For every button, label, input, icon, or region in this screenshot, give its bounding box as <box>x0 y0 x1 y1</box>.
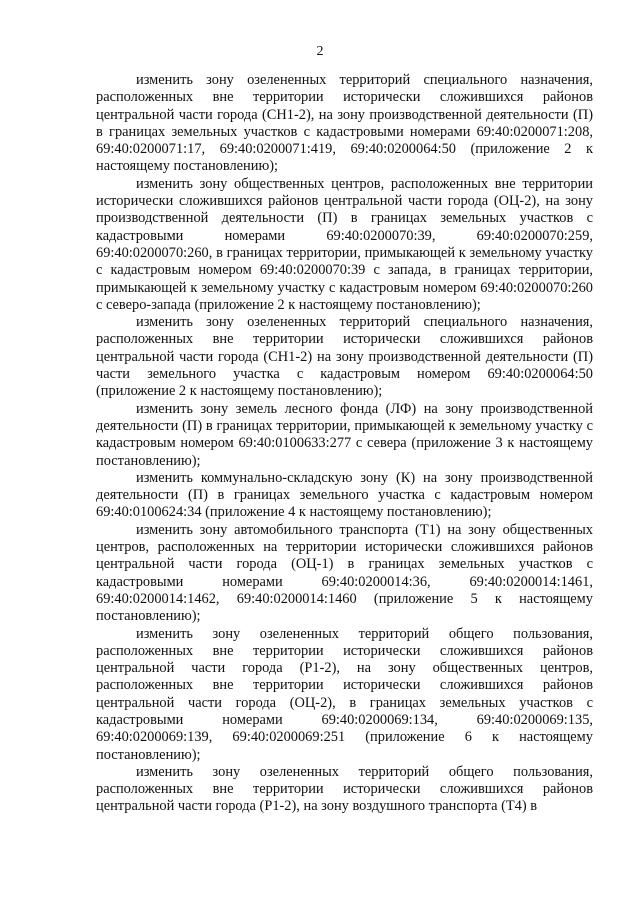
paragraph-7: изменить зону озелененных территорий общего пользования, расположенных вне территории исторически сложившихся районов центральной части города (Р1-2), на зону общественных центров, расположенных вне территории исторически сложившихся районов центральной части города (ОЦ-2), в границах земельных участков с кадастровыми номерами 69:40:0200069:134, 69:40:0200069:135, 69:40:0200069:139, 69:40:0200069:251 (приложение 6 к настоящему постановлению); <box>96 625 593 763</box>
page-number: 2 <box>316 44 324 59</box>
paragraph-2: изменить зону общественных центров, расположенных вне территории исторически сложившихся районов центральной части города (ОЦ-2), на зону производственной деятельности (П) в границах земельных участков с кадастровыми номерами 69:40:0200070:39, 69:40:0200070:259, 69:40:0200070:260, в границах территории, примыкающей к земельному участку с кадастровым номером 69:40:0200070:39 с запада, в границах территории, примыкающей к земельному участку с кадастровым номером 69:40:0200070:260 с северо-запада (приложение 2 к настоящему постановлению); <box>96 175 593 313</box>
paragraph-5: изменить коммунально-складскую зону (К) на зону производственной деятельности (П) в границах земельного участка с кадастровым номером 69:40:0100624:34 (приложение 4 к настоящему постановлению); <box>96 469 593 521</box>
paragraph-8: изменить зону озелененных территорий общего пользования, расположенных вне территории исторически сложившихся районов центральной части города (Р1-2), на зону воздушного транспорта (Т4) в <box>96 763 593 815</box>
paragraph-1: изменить зону озелененных территорий специального назначения, расположенных вне территории исторически сложившихся районов центральной части города (СН1-2), на зону производственной деятельности (П) в границах земельных участков с кадастровыми номерами 69:40:0200071:208, 69:40:0200071:17, 69:40:0200071:419, 69:40:0200064:50 (приложение 2 к настоящему постановлению); <box>96 72 593 175</box>
paragraph-3: изменить зону озелененных территорий специального назначения, расположенных вне территории исторически сложившихся районов центральной части города (СН1-2) на зону производственной деятельности (П) части земельного участка с кадастровым номером 69:40:0200064:50 (приложение 2 к настоящему постановлению); <box>96 314 593 400</box>
document-body <box>96 72 593 816</box>
paragraph-6: изменить зону автомобильного транспорта (Т1) на зону общественных центров, расположенных на территории исторически сложившихся районов центральной части города (ОЦ-1) в границах земельных участков с кадастровыми номерами 69:40:0200014:36, 69:40:0200014:1461, 69:40:0200014:1462, 69:40:0200014:1460 (приложение 5 к настоящему постановлению); <box>96 521 593 625</box>
paragraph-4: изменить зону земель лесного фонда (ЛФ) на зону производственной деятельности (П) в границах территории, примыкающей к земельному участку с кадастровым номером 69:40:0100633:277 с севера (приложение 3 к настоящему постановлению); <box>96 400 593 469</box>
